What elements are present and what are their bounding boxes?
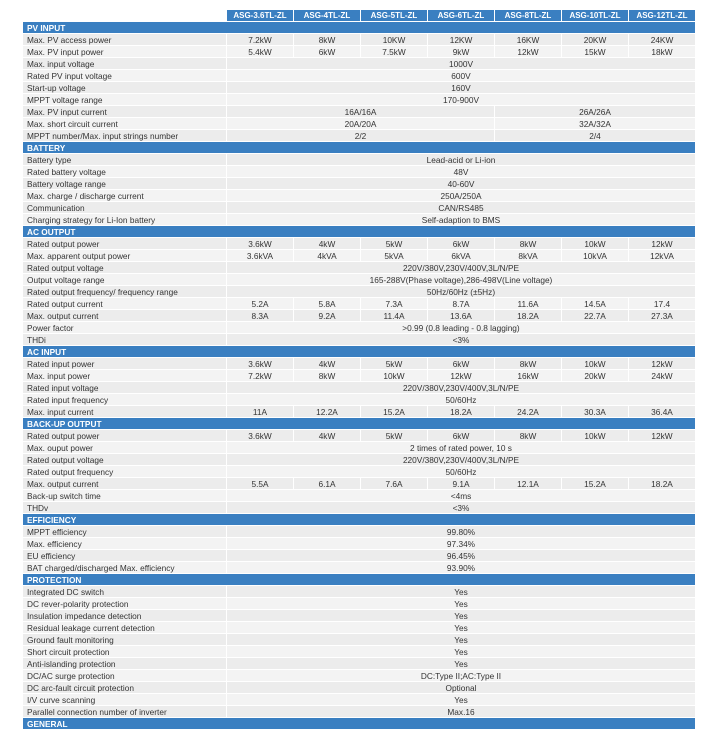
spec-value: 5.8A: [294, 298, 361, 310]
spec-row: [23, 394, 696, 406]
spec-row: [23, 358, 696, 370]
spec-value: 2 times of rated power, 10 s: [227, 442, 696, 454]
spec-row: [23, 490, 696, 502]
spec-label: Rated output power: [23, 238, 227, 250]
spec-value: 220V/380V,230V/400V,3L/N/PE: [227, 262, 696, 274]
section-title: GENERAL: [23, 718, 696, 730]
spec-label: Power factor: [23, 322, 227, 334]
spec-label: Max. PV input power: [23, 46, 227, 58]
spec-value: 48V: [227, 166, 696, 178]
spec-label: I/V curve scanning: [23, 694, 227, 706]
spec-row: [23, 118, 696, 130]
spec-value: 18.2A: [495, 310, 562, 322]
spec-label: Rated output voltage: [23, 262, 227, 274]
section-title: PV INPUT: [23, 22, 696, 34]
spec-label: Rated input power: [23, 358, 227, 370]
spec-row: [23, 334, 696, 346]
section-header-row: [23, 22, 696, 34]
spec-value: 220V/380V,230V/400V,3L/N/PE: [227, 454, 696, 466]
section-header-row: [23, 226, 696, 238]
spec-row: [23, 454, 696, 466]
spec-row: [23, 658, 696, 670]
spec-row: [23, 238, 696, 250]
spec-row: [23, 130, 696, 142]
spec-row: [23, 70, 696, 82]
spec-value: Yes: [227, 610, 696, 622]
spec-value: 10KW: [361, 34, 428, 46]
section-header-row: [23, 346, 696, 358]
spec-label: Rated input frequency: [23, 394, 227, 406]
spec-value: 5kW: [361, 430, 428, 442]
spec-value: 15.2A: [562, 478, 629, 490]
spec-label: Battery type: [23, 154, 227, 166]
spec-label: Start-up voltage: [23, 82, 227, 94]
spec-row: [23, 178, 696, 190]
spec-value: 6.1A: [294, 478, 361, 490]
model-column-header: ASG-6TL-ZL: [428, 10, 495, 22]
spec-value: 16KW: [495, 34, 562, 46]
spec-value: 10kW: [562, 358, 629, 370]
spec-row: [23, 682, 696, 694]
spec-value: 7.2kW: [227, 370, 294, 382]
spec-row: [23, 478, 696, 490]
spec-row: [23, 166, 696, 178]
spec-value: Lead-acid or Li-ion: [227, 154, 696, 166]
spec-label: Short circuit protection: [23, 646, 227, 658]
spec-row: [23, 322, 696, 334]
spec-value: 20KW: [562, 34, 629, 46]
section-title: BATTERY: [23, 142, 696, 154]
model-header-row: [23, 10, 696, 22]
section-header-row: [23, 574, 696, 586]
spec-row: [23, 310, 696, 322]
spec-row: [23, 382, 696, 394]
spec-value: >0.99 (0.8 leading - 0.8 lagging): [227, 322, 696, 334]
spec-value: 3.6kW: [227, 358, 294, 370]
spec-value: 12KW: [428, 34, 495, 46]
spec-value: 27.3A: [629, 310, 696, 322]
spec-value: 3.6kVA: [227, 250, 294, 262]
spec-label: Rated output current: [23, 298, 227, 310]
spec-label: EU efficiency: [23, 550, 227, 562]
spec-value: 5.5A: [227, 478, 294, 490]
spec-value: Yes: [227, 598, 696, 610]
spec-value: 8kW: [495, 358, 562, 370]
spec-value: 8kW: [294, 370, 361, 382]
spec-value: 97.34%: [227, 538, 696, 550]
spec-value: Optional: [227, 682, 696, 694]
spec-label: DC/AC surge protection: [23, 670, 227, 682]
spec-row: [23, 526, 696, 538]
spec-value: 8kW: [495, 430, 562, 442]
spec-row: [23, 154, 696, 166]
spec-label: Rated PV input voltage: [23, 70, 227, 82]
spec-value: Yes: [227, 586, 696, 598]
spec-row: [23, 466, 696, 478]
spec-row: [23, 706, 696, 718]
spec-value: 24.2A: [495, 406, 562, 418]
spec-label: BAT charged/discharged Max. efficiency: [23, 562, 227, 574]
section-title: AC INPUT: [23, 346, 696, 358]
spec-label: Back-up switch time: [23, 490, 227, 502]
spec-value: Self-adaption to BMS: [227, 214, 696, 226]
spec-label: Max. charge / discharge current: [23, 190, 227, 202]
spec-value: 12kW: [629, 430, 696, 442]
spec-row: [23, 274, 696, 286]
spec-label: Anti-islanding protection: [23, 658, 227, 670]
spec-row: [23, 214, 696, 226]
spec-value: 3.6kW: [227, 430, 294, 442]
spec-value: 5kW: [361, 358, 428, 370]
spec-row: [23, 442, 696, 454]
spec-value: 160V: [227, 82, 696, 94]
spec-value: Yes: [227, 634, 696, 646]
header-blank: [23, 10, 227, 22]
spec-value: 15.2A: [361, 406, 428, 418]
section-header-row: [23, 142, 696, 154]
spec-label: Max. output current: [23, 478, 227, 490]
spec-row: [23, 502, 696, 514]
spec-value: 93.90%: [227, 562, 696, 574]
spec-label: THDv: [23, 502, 227, 514]
spec-label: Insulation impedance detection: [23, 610, 227, 622]
spec-value: 5kW: [361, 238, 428, 250]
spec-value: 16A/16A: [227, 106, 495, 118]
spec-value: 13.6A: [428, 310, 495, 322]
section-title: AC OUTPUT: [23, 226, 696, 238]
spec-value: 12.2A: [294, 406, 361, 418]
spec-value: 7.3A: [361, 298, 428, 310]
spec-row: [23, 106, 696, 118]
spec-value: 32A/32A: [495, 118, 696, 130]
spec-label: Max. short circuit current: [23, 118, 227, 130]
spec-label: Residual leakage current detection: [23, 622, 227, 634]
spec-label: Max. input power: [23, 370, 227, 382]
section-title: PROTECTION: [23, 574, 696, 586]
spec-value: 5.2A: [227, 298, 294, 310]
spec-value: 2/2: [227, 130, 495, 142]
spec-row: [23, 94, 696, 106]
spec-value: 50Hz/60Hz (±5Hz): [227, 286, 696, 298]
spec-value: 50/60Hz: [227, 466, 696, 478]
spec-label: Rated input voltage: [23, 382, 227, 394]
model-column-header: ASG-10TL-ZL: [562, 10, 629, 22]
model-column-header: ASG-3.6TL-ZL: [227, 10, 294, 22]
spec-label: MPPT voltage range: [23, 94, 227, 106]
spec-label: Max. ouput power: [23, 442, 227, 454]
spec-label: Max. efficiency: [23, 538, 227, 550]
spec-value: 5.4kW: [227, 46, 294, 58]
spec-value: 2/4: [495, 130, 696, 142]
spec-label: Rated battery voltage: [23, 166, 227, 178]
spec-value: 10kW: [361, 370, 428, 382]
spec-value: 20A/20A: [227, 118, 495, 130]
spec-value: 6kW: [428, 358, 495, 370]
spec-value: 4kVA: [294, 250, 361, 262]
spec-value: 22.7A: [562, 310, 629, 322]
spec-row: [23, 550, 696, 562]
spec-label: Max. apparent output power: [23, 250, 227, 262]
model-column-header: ASG-4TL-ZL: [294, 10, 361, 22]
spec-value: 10kW: [562, 430, 629, 442]
spec-value: 26A/26A: [495, 106, 696, 118]
spec-value: 24kW: [629, 370, 696, 382]
spec-value: 50/60Hz: [227, 394, 696, 406]
spec-value: 9.1A: [428, 478, 495, 490]
section-header-row: [23, 418, 696, 430]
spec-value: Max.16: [227, 706, 696, 718]
spec-value: Yes: [227, 694, 696, 706]
spec-value: 8kVA: [495, 250, 562, 262]
spec-value: 8.3A: [227, 310, 294, 322]
spec-value: 8kW: [294, 34, 361, 46]
spec-row: [23, 622, 696, 634]
spec-value: 170-900V: [227, 94, 696, 106]
spec-value: 165-288V(Phase voltage),286-498V(Line voltage): [227, 274, 696, 286]
spec-value: 16kW: [495, 370, 562, 382]
spec-row: [23, 634, 696, 646]
model-column-header: ASG-8TL-ZL: [495, 10, 562, 22]
spec-row: [23, 202, 696, 214]
spec-value: DC:Type II;AC:Type II: [227, 670, 696, 682]
model-column-header: ASG-5TL-ZL: [361, 10, 428, 22]
spec-label: Max. output current: [23, 310, 227, 322]
spec-label: Output voltage range: [23, 274, 227, 286]
spec-table: [22, 9, 696, 730]
spec-value: 99.80%: [227, 526, 696, 538]
spec-label: Parallel connection number of inverter: [23, 706, 227, 718]
spec-value: 40-60V: [227, 178, 696, 190]
spec-value: 11.6A: [495, 298, 562, 310]
spec-label: Rated output frequency: [23, 466, 227, 478]
spec-value: 15kW: [562, 46, 629, 58]
spec-value: CAN/RS485: [227, 202, 696, 214]
spec-row: [23, 586, 696, 598]
spec-row: [23, 694, 696, 706]
spec-row: [23, 190, 696, 202]
spec-value: 12kW: [629, 358, 696, 370]
section-title: BACK-UP OUTPUT: [23, 418, 696, 430]
spec-value: Yes: [227, 622, 696, 634]
spec-label: MPPT efficiency: [23, 526, 227, 538]
section-header-row: [23, 514, 696, 526]
spec-value: 8kW: [495, 238, 562, 250]
spec-value: 17.4: [629, 298, 696, 310]
spec-value: 6kVA: [428, 250, 495, 262]
spec-row: [23, 538, 696, 550]
spec-value: <3%: [227, 502, 696, 514]
spec-value: <3%: [227, 334, 696, 346]
spec-value: 12kVA: [629, 250, 696, 262]
spec-label: Max. input voltage: [23, 58, 227, 70]
spec-row: [23, 370, 696, 382]
spec-row: [23, 58, 696, 70]
spec-row: [23, 262, 696, 274]
spec-row: [23, 82, 696, 94]
spec-value: 96.45%: [227, 550, 696, 562]
spec-label: Max. PV access power: [23, 34, 227, 46]
spec-label: Integrated DC switch: [23, 586, 227, 598]
section-header-row: [23, 718, 696, 730]
spec-value: 14.5A: [562, 298, 629, 310]
spec-value: Yes: [227, 646, 696, 658]
spec-row: [23, 430, 696, 442]
spec-row: [23, 46, 696, 58]
spec-value: 6kW: [294, 46, 361, 58]
spec-row: [23, 250, 696, 262]
spec-label: Rated output voltage: [23, 454, 227, 466]
spec-value: 1000V: [227, 58, 696, 70]
spec-value: 4kW: [294, 430, 361, 442]
spec-label: Max. PV input current: [23, 106, 227, 118]
spec-value: 18.2A: [629, 478, 696, 490]
model-column-header: ASG-12TL-ZL: [629, 10, 696, 22]
spec-row: [23, 670, 696, 682]
spec-value: 18kW: [629, 46, 696, 58]
spec-value: 5kVA: [361, 250, 428, 262]
spec-row: [23, 34, 696, 46]
spec-value: 12kW: [495, 46, 562, 58]
spec-value: 9.2A: [294, 310, 361, 322]
spec-label: MPPT number/Max. input strings number: [23, 130, 227, 142]
spec-label: THDi: [23, 334, 227, 346]
spec-value: 10kVA: [562, 250, 629, 262]
spec-value: 4kW: [294, 358, 361, 370]
spec-value: Yes: [227, 658, 696, 670]
spec-value: 7.6A: [361, 478, 428, 490]
spec-label: Max. input current: [23, 406, 227, 418]
section-title: EFFICIENCY: [23, 514, 696, 526]
spec-row: [23, 610, 696, 622]
spec-label: DC rever-polarity protection: [23, 598, 227, 610]
spec-value: 4kW: [294, 238, 361, 250]
spec-label: Rated output power: [23, 430, 227, 442]
spec-value: 20kW: [562, 370, 629, 382]
spec-label: DC arc-fault circuit protection: [23, 682, 227, 694]
spec-value: 600V: [227, 70, 696, 82]
spec-value: 250A/250A: [227, 190, 696, 202]
spec-value: 12kW: [629, 238, 696, 250]
spec-value: 36.4A: [629, 406, 696, 418]
spec-value: 12kW: [428, 370, 495, 382]
spec-value: 24KW: [629, 34, 696, 46]
spec-value: 10kW: [562, 238, 629, 250]
spec-value: 220V/380V,230V/400V,3L/N/PE: [227, 382, 696, 394]
spec-row: [23, 562, 696, 574]
spec-value: <4ms: [227, 490, 696, 502]
spec-row: [23, 598, 696, 610]
spec-row: [23, 286, 696, 298]
spec-value: 18.2A: [428, 406, 495, 418]
spec-value: 6kW: [428, 430, 495, 442]
spec-label: Battery voltage range: [23, 178, 227, 190]
spec-value: 11A: [227, 406, 294, 418]
spec-row: [23, 646, 696, 658]
spec-label: Charging strategy for Li-Ion battery: [23, 214, 227, 226]
spec-label: Rated output frequency/ frequency range: [23, 286, 227, 298]
spec-label: Ground fault monitoring: [23, 634, 227, 646]
spec-row: [23, 298, 696, 310]
spec-value: 12.1A: [495, 478, 562, 490]
spec-value: 7.2kW: [227, 34, 294, 46]
spec-value: 11.4A: [361, 310, 428, 322]
spec-value: 9kW: [428, 46, 495, 58]
spec-label: Communication: [23, 202, 227, 214]
spec-value: 8.7A: [428, 298, 495, 310]
spec-value: 6kW: [428, 238, 495, 250]
spec-row: [23, 406, 696, 418]
spec-value: 30.3A: [562, 406, 629, 418]
spec-value: 3.6kW: [227, 238, 294, 250]
spec-value: 7.5kW: [361, 46, 428, 58]
